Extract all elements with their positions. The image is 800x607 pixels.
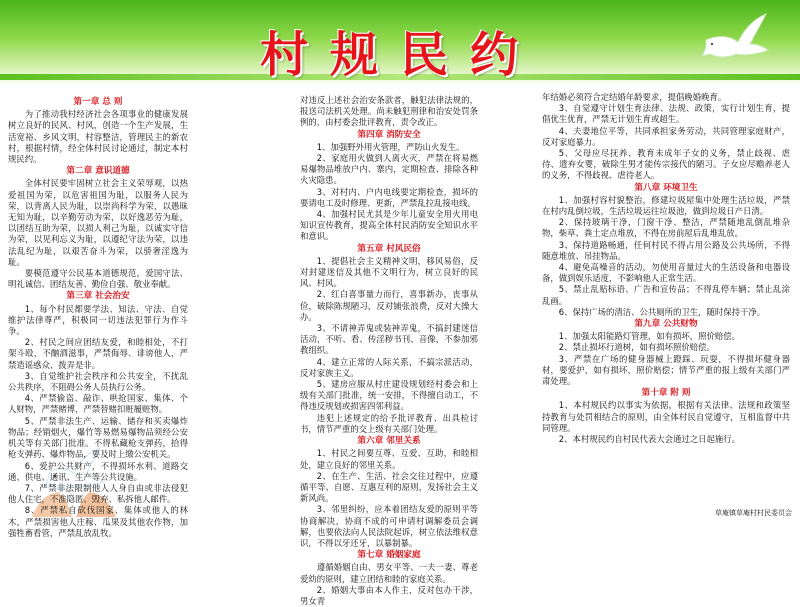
paragraph: 5、建房应服从村庄建设规划经村委会和上级有关部门批准，统一安排，不得擅自动工，不得违反规划或损害四邻利益。 (300, 379, 478, 412)
paragraph: 3、自觉维护社会秩序和公共安全，不扰乱公共秩序，不阻碍公务人员执行公务。 (8, 370, 188, 393)
paragraph: 3、对村内、户内电线要定期检查，损坏的要请电工及时修理、更新，严禁乱拉乱接电线。 (300, 186, 478, 208)
paragraph: 年结婚必须符合定结婚年龄要求，提倡晚婚晚育。 (542, 92, 727, 102)
paragraph: 4、严禁偷盗、敲诈、哄抢国家、集体、个人财物，严禁赌博，严禁替赌扣赃履赃物。 (8, 393, 188, 415)
dove-icon (700, 10, 772, 68)
paragraph: 全体村民要牢固树立社会主义荣辱观，以热爱祖国为荣，以危害祖国为耻，以服务人民为荣，以背离人民为耻，以崇尚科学为荣，以愚昧无知为耻，以辛勤劳动为荣，以好逸恶劳为耻，以团结互助为荣，以损人利己为耻，以诚实守信为荣，以见利忘义为耻，以遵纪守法为荣，以违法乱纪为耻，以艰苦奋斗为荣，以骄奢淫逸为耻。 (8, 178, 188, 267)
section-heading: 第七章 婚姻家庭 (357, 550, 421, 561)
paragraph: 6、爱护公共财产，不得损坏水利、道路交通、供电、通讯、生产等公共设施。 (8, 460, 188, 482)
paragraph: 1、村民之间要互尊、互爱、互助，和睦相处，建立良好的邻里关系。 (300, 448, 478, 470)
paragraph: 3、保持道路畅通，任何村民不得占用公路及公共场所，不得随意堆放、吊挂物品。 (542, 239, 790, 261)
paragraph: 2、婚姻大事由本人作主，反对包办干涉，男女青 (300, 584, 478, 606)
section-heading: 第二章 意识道德 (66, 166, 130, 177)
page-title: 村规民约 (259, 27, 540, 83)
section-heading: 第六章 邻里关系 (357, 436, 421, 447)
text-column-1 (8, 96, 188, 539)
paragraph: 4、建立正常的人际关系，不搞宗派活动，反对家族主义。 (300, 356, 478, 378)
section-heading: 第一章 总 则 (73, 97, 123, 107)
footer-signature: 草庵镇草庵村村民委员会 (715, 509, 792, 517)
paragraph: 6、保持广场的清洁、公共厕所的卫生，随时保持干净。 (558, 306, 766, 317)
paragraph: 2、村民之间应团结友爱，和睦相处，不打架斗殴，不酗酒滋事，严禁侮辱、诽谤他人，严禁造谣惑众、拨弄是非。 (8, 337, 188, 370)
paragraph: 5、父母应尽抚养、教育未成年子女的义务，禁止歧视、虐待、遗弃女婴，破除生男才能传宗接代的陋习。子女应尽赡养老人的义务，不得歧视、虐待老人。 (542, 148, 790, 181)
paragraph: 5、严禁非法生产、运输、储存和买卖爆炸物品；经销烟火，爆竹等易燃易爆物品须经公安机关等有关部门批准。不得私藏枪支弹药，拾得枪支弹药、爆炸物品，要及时上缴公安机关。 (8, 415, 188, 460)
paragraph: 5、禁止乱贴标语、广告和宣传品；不得乱停车辆；禁止乱涂乱画。 (542, 284, 790, 306)
paragraph: 3、邻里纠纷，应本着团结友爱的原则平等协商解决，协商不成的可申请村调解委员会调解，也要依法向人民法院起诉，树立依法维权意识，不得以牙还牙，以暴制暴。 (300, 504, 478, 548)
paragraph: 2、本村规民约自村民代表大会通过之日起施行。 (558, 434, 740, 445)
paragraph: 1、每个村民都要学法、知法、守法、自觉维护法律尊严，积极同一切违法犯罪行为作斗争。 (8, 303, 188, 337)
paragraph: 4、加强村民尤其是少年儿童安全用火用电知识宣传教育，提高全体村民消防安全知识水平和意识。 (300, 209, 478, 242)
paragraph: 2、家庭用火做到人离火灭，严禁在将易燃易爆物品堆放户内、寨内，定期检查、排除各种火灾隐患。 (300, 153, 478, 186)
section-heading: 第八章 环境卫生 (634, 182, 698, 193)
section-heading: 第十章 附 则 (641, 388, 691, 399)
section-heading: 第三章 社会治安 (66, 291, 130, 302)
paragraph: 2、红白喜事量力而行，喜事新办，丧事从俭，破除陈规陋习，反对铺张浪费，反对大操大办。 (300, 289, 478, 322)
paragraph: 4、夫妻地位平等，共同承担家务劳动，共同管理家庭财产，反对家庭暴力。 (542, 125, 790, 147)
paragraph: 8、严禁私自砍伐国家、集体或他人的林木，严禁损害他人庄稼、瓜果及其他农作物，加强牲畜看管，严禁乱放乱牧。 (8, 505, 188, 538)
text-column-2 (300, 95, 478, 607)
paragraph: 违犯上述规定的给予批评教育、出具检讨书，情节严重的交上级有关部门处理。 (300, 412, 478, 434)
section-heading: 第九章 公共财物 (634, 319, 698, 330)
section-heading: 第五章 村风民俗 (357, 243, 421, 254)
paragraph: 4、避免高噪音的活动，勿使用音量过大的生活设备和电器设备，做到娱乐适度，不影响他人正常生活。 (542, 262, 790, 284)
paragraph: 对违反上述社会治安条款者，触犯法律法规的，报送司法机关处理。尚未触犯刑律和治安处罚条例的，由村委会批评教育，责令改正。 (300, 95, 478, 128)
paragraph: 2、保持玻璃干净，门窗干净、整洁，严禁随地乱倒乱堆杂物，柴草、粪土定点堆放，不得在房前屋后乱堆乱放。 (542, 217, 790, 239)
paragraph: 1、加强太阳能路灯管理，如有损坏，照价赔偿。 (558, 331, 740, 342)
paragraph: 7、严禁非法限制他人人身自由或非法侵犯他人住宅，不准隐匿、毁弃、私拆他人邮件。 (8, 482, 188, 505)
paragraph: 1、加强野外用火管理，严防山火发生。 (316, 141, 465, 152)
paragraph: 3、自觉遵守计划生育法律、法规、政策，实行计划生育，提倡优生优育，严禁无计划生育或超生。 (542, 103, 790, 125)
text-column-3 (542, 92, 790, 445)
paragraph: 2、禁止损坏行道树，如有损坏照价赔偿。 (558, 342, 715, 353)
paragraph: 3、严禁在广场的健身器械上蹬踩、玩耍，不得损坏健身器材，要爱护，如有损坏，照价赔偿；情节严重的报上级有关部门严肃处理。 (542, 353, 790, 387)
section-heading: 第四章 消防安全 (357, 129, 421, 140)
paragraph: 要模范遵守公民基本道德规范，爱国守法、明礼诚信、团结友善、勤俭自强、敬业奉献。 (8, 268, 188, 290)
paragraph: 1、加强村容村貌整治，修建垃圾屋集中处理生活垃圾，严禁在村内乱倒垃圾，生活垃圾运往垃圾池，做到垃圾日产日清。 (542, 194, 790, 217)
paragraph: 3、不请神弄鬼或装神弄鬼，不搞封建迷信活动，不听、看、传淫秽书刊、音像，不参加邪教组织。 (300, 323, 478, 356)
paragraph: 2、在生产、生活、社会交往过程中，应遵循平等、自愿、互惠互利的原则，发扬社会主义新风尚。 (300, 470, 478, 504)
paragraph: 1、提倡社会主义精神文明，移风易俗，反对封建迷信及其他不文明行为，树立良好的民风、村风。 (300, 255, 478, 289)
paragraph: 为了推动我村经济社会各项事业的健康发展树立良好的民风、村风，创造一个生产发展，生活宽裕、乡风文明，村容整洁，管理民主的新农村，根据村情，经全体村民讨论通过，制定本村规民约。 (8, 109, 188, 165)
paragraph: 遵循婚姻自由、男女平等、一夫一妻、尊老爱幼的原则，建立团结和睦的家庭关系。 (300, 562, 478, 584)
paragraph: 1、本村规民约以事实为依据，根据有关法律、法规和政策坚持教育与处罚相结合的原则，由全体村民自觉遵守，互相监督中共同管理。 (542, 400, 790, 433)
